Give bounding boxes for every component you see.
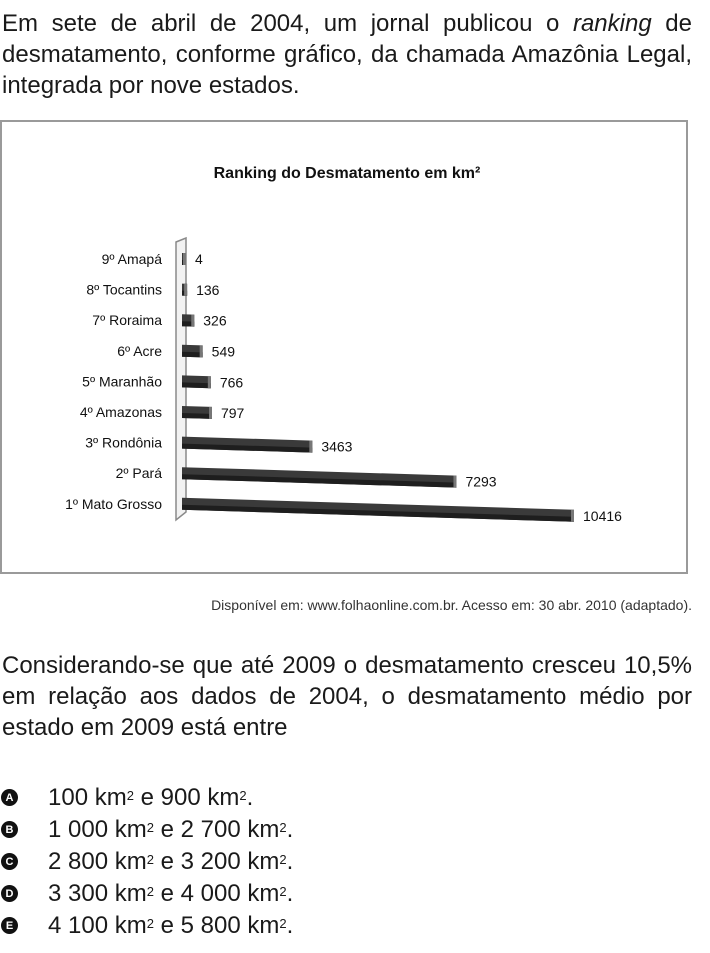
bar-cap-1-mato-grosso <box>571 510 574 522</box>
chart-frame <box>0 120 688 574</box>
option-e-part2: e 5 800 km <box>153 912 280 939</box>
option-d-part1: 3 300 km <box>48 880 147 907</box>
category-label-5-maranhao: 5º Maranhão <box>82 373 162 390</box>
question-text: Considerando-se que até 2009 o desmatamento cresceu 10,5% em relação aos dados de 2004, o desmatamento médio por estado em 2009 está entre <box>2 652 692 741</box>
bar-shade-5-maranhao <box>182 382 211 388</box>
category-label-9-amapa: 9º Amapá <box>101 251 162 267</box>
option-d-part2: e 4 000 km <box>153 880 280 907</box>
value-label-2-para: 7293 <box>465 473 497 490</box>
option-d-sup2: 2 <box>279 884 287 899</box>
option-b-part2: e 2 700 km <box>153 816 280 843</box>
option-c-sup1: 2 <box>146 852 154 867</box>
answer-options <box>0 782 700 942</box>
category-label-3-rondonia: 3º Rondônia <box>85 434 162 451</box>
option-d[interactable] <box>0 878 700 910</box>
category-label-8-tocantins: 8º Tocantins <box>86 281 162 298</box>
option-d-sup1: 2 <box>146 884 154 899</box>
category-label-1-mato-grosso: 1º Mato Grosso <box>65 495 162 512</box>
option-e[interactable] <box>0 910 700 942</box>
option-b[interactable] <box>0 814 700 846</box>
option-e-end: . <box>286 912 294 939</box>
option-a-part2: e 900 km <box>133 784 240 811</box>
option-b-sup2: 2 <box>279 820 287 835</box>
value-label-8-tocantins: 136 <box>196 281 220 298</box>
value-label-3-rondonia: 3463 <box>321 438 353 455</box>
bar-cap-8-tocantins <box>184 284 187 296</box>
category-label-4-amazonas: 4º Amazonas <box>79 404 162 420</box>
option-c-sup2: 2 <box>279 852 287 867</box>
intro-text <box>2 8 692 101</box>
option-e-sup1: 2 <box>146 916 154 931</box>
deforestation-bar-chart <box>2 122 686 572</box>
category-label-2-para: 2º Pará <box>115 465 162 482</box>
intro-italic: ranking <box>572 10 652 37</box>
value-label-4-amazonas: 797 <box>220 404 245 421</box>
option-a[interactable] <box>0 782 700 814</box>
value-label-5-maranhao: 766 <box>219 374 244 391</box>
bar-cap-7-roraima <box>191 315 194 327</box>
bar-cap-5-maranhao <box>208 376 211 388</box>
option-d-marker: D <box>1 885 18 902</box>
option-b-end: . <box>286 816 294 843</box>
option-a-text <box>48 782 253 814</box>
bar-cap-3-rondonia <box>309 441 312 453</box>
option-a-marker: A <box>1 789 18 806</box>
category-label-6-acre: 6º Acre <box>117 342 162 359</box>
option-c-part1: 2 800 km <box>48 848 147 875</box>
intro-part1: Em sete de abril de 2004, um jornal publicou o <box>2 10 573 37</box>
option-c-part2: e 3 200 km <box>153 848 280 875</box>
option-a-sup2: 2 <box>239 788 247 803</box>
option-b-text <box>48 814 293 846</box>
option-e-marker: E <box>1 917 18 934</box>
option-b-marker: B <box>1 821 18 838</box>
value-label-1-mato-grosso: 10416 <box>583 507 622 524</box>
source-citation: Disponível em: www.folhaonline.com.br. Acesso em: 30 abr. 2010 (adaptado). <box>211 597 692 613</box>
chart-title: Ranking do Desmatamento em km² <box>213 165 481 182</box>
option-a-sup1: 2 <box>126 788 134 803</box>
bar-cap-2-para <box>453 476 456 488</box>
option-d-text <box>48 878 293 910</box>
option-c-end: . <box>286 848 294 875</box>
option-b-part1: 1 000 km <box>48 816 147 843</box>
bar-cap-9-amapa <box>183 253 186 265</box>
option-e-part1: 4 100 km <box>48 912 147 939</box>
option-d-end: . <box>286 880 294 907</box>
bar-shade-4-amazonas <box>182 413 212 419</box>
option-a-end: . <box>246 784 254 811</box>
bar-cap-4-amazonas <box>209 407 212 419</box>
bar-shade-6-acre <box>182 352 203 358</box>
value-label-9-amapa: 4 <box>195 251 203 268</box>
option-c-text <box>48 846 293 878</box>
option-b-sup1: 2 <box>146 820 154 835</box>
option-c[interactable] <box>0 846 700 878</box>
option-e-text <box>48 910 293 942</box>
value-label-7-roraima: 326 <box>203 312 227 329</box>
category-label-7-roraima: 7º Roraima <box>92 312 162 329</box>
option-a-part1: 100 km <box>48 784 127 811</box>
value-label-6-acre: 549 <box>211 343 236 360</box>
option-e-sup2: 2 <box>279 916 287 931</box>
intro-part2: de desmatamento, conforme gráfico, da chamada Amazônia Legal, integrada por nove estados. <box>2 10 692 99</box>
bar-cap-6-acre <box>200 345 203 357</box>
option-c-marker: C <box>1 853 18 870</box>
